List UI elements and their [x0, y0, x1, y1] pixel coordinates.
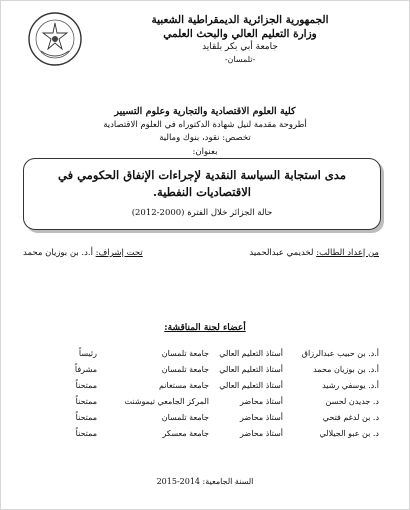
faculty-name: كلية العلوم الاقتصادية والتجارية وعلوم التسيير [114, 106, 296, 117]
university-logo-icon [27, 11, 83, 67]
member-rank: أستاذ محاضر [240, 397, 283, 406]
member-institution: جامعة تلمسان [161, 365, 209, 374]
student-info [249, 248, 379, 258]
case-study: حالة الجزائر خلال الفترة (2000-2012) [131, 208, 273, 218]
republic-name: الجمهورية الجزائرية الديمقراطية الشعبية [151, 14, 329, 26]
committee-row [19, 429, 379, 445]
supervisor-info [23, 248, 143, 258]
member-role: ممتحناً [75, 413, 97, 422]
ministry-name: وزارة التعليم العالي والبحث العلمي [163, 28, 317, 40]
member-role: رئيساً [78, 349, 97, 358]
university-name: جامعة أبي بكر بلقايد [202, 42, 278, 52]
member-name: د. جديدن لحسن [325, 397, 379, 406]
member-rank: أستاذ التعليم العالي [219, 349, 283, 358]
member-institution: جامعة مستغانم [158, 381, 209, 390]
committee-row [19, 349, 379, 365]
member-institution: جامعة معسكر [162, 429, 209, 438]
supervisor-name: أ.د. بن بوزيان محمد [23, 248, 93, 258]
member-name: أ.د. يوسفي رشيد [322, 381, 379, 390]
member-role: ممتحناً [75, 397, 97, 406]
member-name: أ.د. بن حبيب عبدالرزاق [301, 349, 379, 358]
committee-row [19, 365, 379, 381]
member-rank: أستاذ محاضر [240, 429, 283, 438]
supervisor-label: تحت إشراف: [95, 248, 143, 258]
member-role: ممتحناً [75, 429, 97, 438]
committee-row [19, 381, 379, 397]
university-city: -تلمسان- [224, 55, 256, 64]
member-role: ممتحناً [75, 381, 97, 390]
specialty: تخصص: نقود، بنوك ومالية [159, 133, 251, 143]
committee-title: أعضاء لجنة المناقشة: [164, 323, 246, 333]
committee-row [19, 413, 379, 429]
member-rank: أستاذ التعليم العالي [219, 365, 283, 374]
author-supervisor-row [23, 248, 379, 262]
faculty-block [41, 105, 369, 159]
member-rank: أستاذ محاضر [240, 413, 283, 422]
member-name: أ.د. بن بوزيان محمد [313, 365, 379, 374]
thesis-title-line1: مدى استجابة السياسة النقدية لإجراءات الإنفاق الحكومي في [57, 168, 347, 182]
member-role: مشرفاً [74, 365, 97, 374]
student-name: لخديمي عبدالحميد [249, 248, 314, 258]
member-institution: المركز الجامعي تيموشنت [124, 397, 209, 406]
thesis-title-box [23, 158, 381, 230]
committee-row [19, 397, 379, 413]
student-label: من إعداد الطالب: [316, 248, 379, 258]
member-name: د. بن عبو الجيلالي [319, 429, 379, 438]
institution-header [111, 13, 369, 66]
thesis-title-line2: الاقتصاديات النفطية. [153, 185, 251, 199]
member-rank: أستاذ التعليم العالي [219, 381, 283, 390]
thesis-type: أطروحة مقدمة لنيل شهادة الدكتوراه في العلوم الاقتصادية [103, 120, 307, 130]
member-institution: جامعة تلمسان [161, 349, 209, 358]
title-label: بعنوان: [192, 147, 218, 157]
academic-year: السنة الجامعية: 2014-2015 [156, 477, 254, 486]
member-institution: جامعة تلمسان [161, 413, 209, 422]
committee-table [19, 349, 379, 445]
member-name: د. بن لدغم فتحي [322, 413, 379, 422]
